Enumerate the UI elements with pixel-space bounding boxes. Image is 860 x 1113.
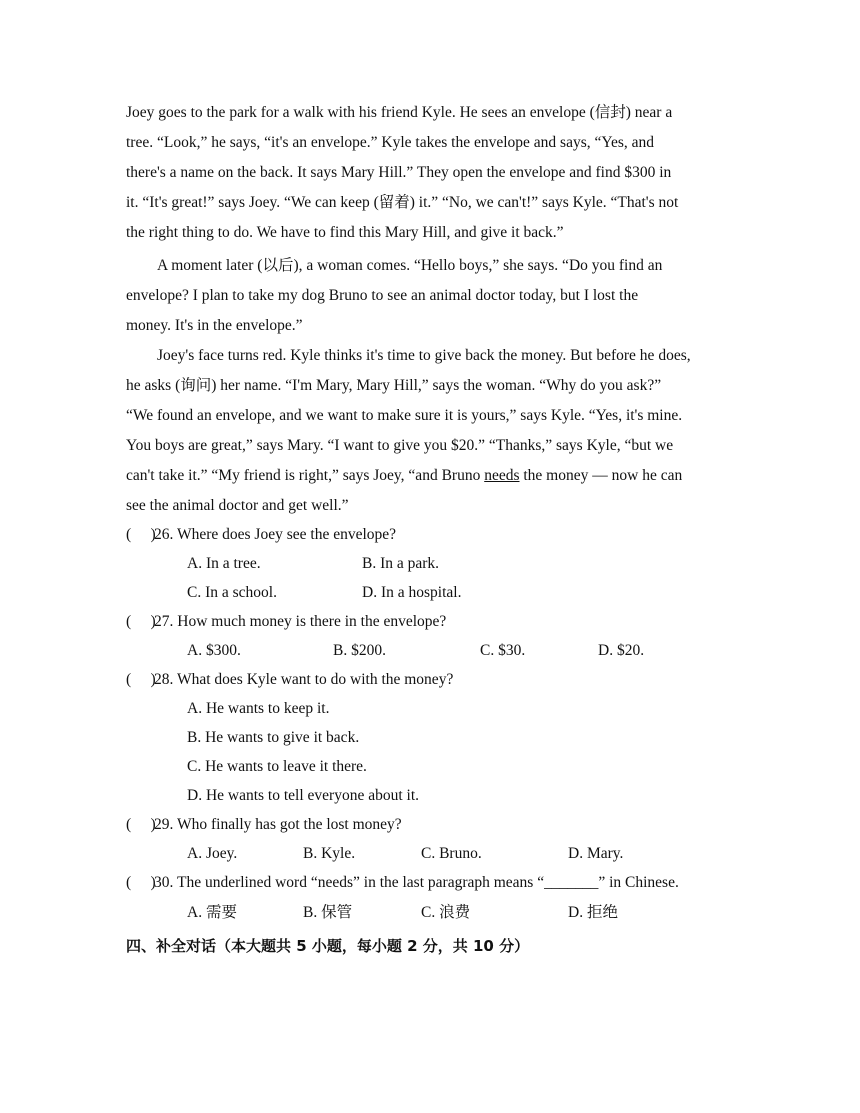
answer-blank[interactable]: ( ) bbox=[126, 874, 156, 891]
option-d: D. $20. bbox=[598, 642, 645, 659]
option-a: A. He wants to keep it. bbox=[187, 700, 330, 717]
passage-line-with-underline bbox=[126, 461, 746, 491]
answer-blank[interactable]: ( ) bbox=[126, 613, 156, 630]
question-30 bbox=[126, 868, 679, 897]
option-d: D. 拒绝 bbox=[568, 904, 618, 921]
option-d: D. In a hospital. bbox=[362, 584, 462, 601]
question-29 bbox=[126, 810, 402, 839]
option-c: C. 浪费 bbox=[421, 904, 471, 921]
passage-line: money. It's in the envelope.” bbox=[126, 317, 303, 334]
option-b: B. 保管 bbox=[303, 904, 353, 921]
passage-line: there's a name on the back. It says Mary Hill.” They open the envelope and find $300 in bbox=[126, 164, 672, 181]
passage-line: envelope? I plan to take my dog Bruno to see an animal doctor today, but I lost the bbox=[126, 287, 639, 304]
passage-paragraph-3 bbox=[126, 341, 746, 521]
question-stem: 30. The underlined word “needs” in the last paragraph means “_______” in Chinese. bbox=[154, 874, 679, 891]
passage-text: can't take it.” “My friend is right,” says Joey, “and Bruno bbox=[126, 467, 485, 484]
passage-line: “We found an envelope, and we want to make sure it is yours,” says Kyle. “Yes, it's mine. bbox=[126, 407, 683, 424]
answer-blank[interactable]: ( ) bbox=[126, 816, 156, 833]
option-c: C. Bruno. bbox=[421, 845, 482, 862]
option-a: A. 需要 bbox=[187, 904, 237, 921]
passage-line: A moment later (以后), a woman comes. “Hello boys,” she says. “Do you find an bbox=[157, 257, 663, 274]
question-26 bbox=[126, 520, 396, 549]
passage-line: see the animal doctor and get well.” bbox=[126, 497, 349, 514]
answer-blank[interactable]: ( ) bbox=[126, 671, 156, 688]
option-b: B. He wants to give it back. bbox=[187, 729, 360, 746]
option-a: A. Joey. bbox=[187, 845, 238, 862]
option-c: C. In a school. bbox=[187, 584, 277, 601]
option-b: B. $200. bbox=[333, 642, 386, 659]
option-d: D. Mary. bbox=[568, 845, 624, 862]
option-b: B. In a park. bbox=[362, 555, 440, 572]
passage-line: tree. “Look,” he says, “it's an envelope.” Kyle takes the envelope and says, “Yes, and bbox=[126, 134, 655, 151]
question-stem: 29. Who finally has got the lost money? bbox=[154, 816, 402, 833]
option-a: A. $300. bbox=[187, 642, 241, 659]
option-d: D. He wants to tell everyone about it. bbox=[187, 787, 420, 804]
option-c: C. He wants to leave it there. bbox=[187, 758, 367, 775]
passage-line: he asks (询问) her name. “I'm Mary, Mary Hill,” says the woman. “Why do you ask?” bbox=[126, 377, 662, 394]
passage-paragraph-1 bbox=[126, 98, 746, 248]
passage-paragraph-2 bbox=[126, 251, 746, 341]
passage-line: You boys are great,” says Mary. “I want to give you $20.” “Thanks,” says Kyle, “but we bbox=[126, 437, 674, 454]
answer-blank[interactable]: ( ) bbox=[126, 526, 156, 543]
passage-line: Joey's face turns red. Kyle thinks it's time to give back the money. But before he does, bbox=[157, 347, 691, 364]
underlined-word: needs bbox=[484, 467, 520, 484]
question-stem: 26. Where does Joey see the envelope? bbox=[154, 526, 397, 543]
question-27 bbox=[126, 607, 446, 636]
option-c: C. $30. bbox=[480, 642, 526, 659]
passage-line: it. “It's great!” says Joey. “We can keep (留着) it.” “No, we can't!” says Kyle. “That's not bbox=[126, 194, 679, 211]
question-stem: 27. How much money is there in the envelope? bbox=[154, 613, 447, 630]
passage-text: the money — now he can bbox=[519, 467, 683, 484]
question-28 bbox=[126, 665, 453, 694]
option-b: B. Kyle. bbox=[303, 845, 356, 862]
passage-line: Joey goes to the park for a walk with his friend Kyle. He sees an envelope (信封) near a bbox=[126, 104, 673, 121]
question-stem: 28. What does Kyle want to do with the money? bbox=[154, 671, 454, 688]
passage-line: the right thing to do. We have to find this Mary Hill, and give it back.” bbox=[126, 224, 564, 241]
section-heading: 四、补全对话（本大题共 5 小题，每小题 2 分，共 10 分） bbox=[126, 937, 530, 955]
option-a: A. In a tree. bbox=[187, 555, 261, 572]
